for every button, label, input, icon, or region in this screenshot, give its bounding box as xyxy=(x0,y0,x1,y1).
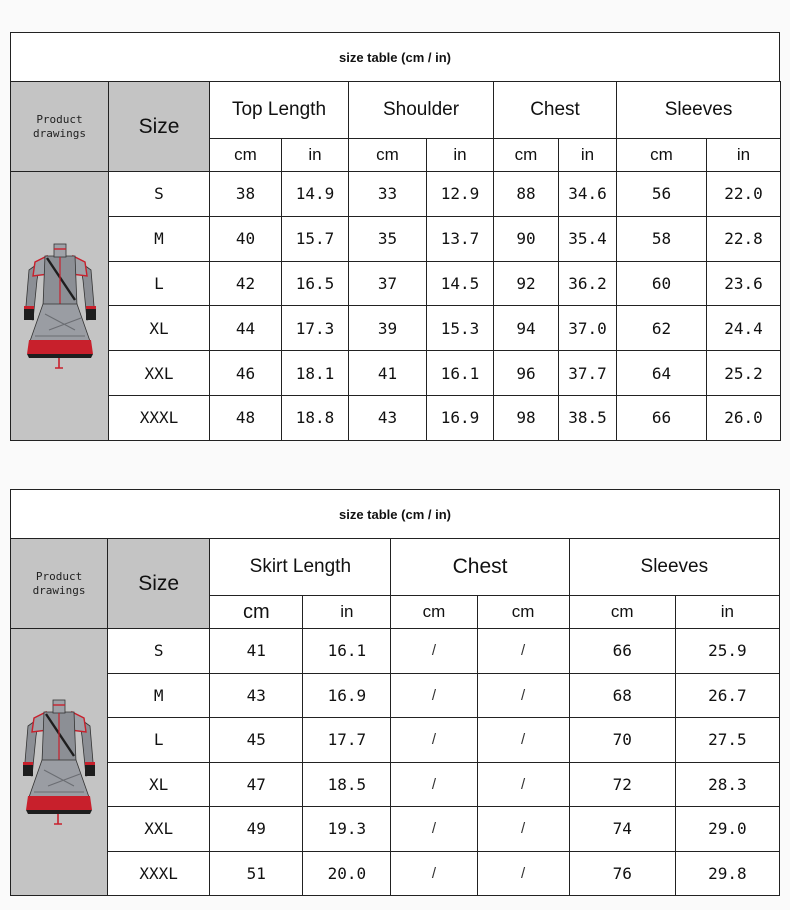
table-body xyxy=(11,629,780,896)
value-cell: / xyxy=(391,807,477,852)
size-cell: XXL xyxy=(109,351,210,396)
table-row xyxy=(11,172,781,217)
value-cell: / xyxy=(391,629,477,674)
size-table-1 xyxy=(10,32,780,440)
size-cell: S xyxy=(108,629,210,674)
table-row xyxy=(11,851,780,896)
table-row xyxy=(11,216,781,261)
table-row xyxy=(11,762,780,807)
table-row xyxy=(11,395,781,440)
value-cell: 29.0 xyxy=(675,807,779,852)
size-cell: L xyxy=(108,718,210,763)
value-cell: 26.7 xyxy=(675,673,779,718)
value-cell: / xyxy=(477,807,569,852)
size-header: Size xyxy=(108,539,210,629)
unit-header: cm xyxy=(494,139,559,172)
size-grid xyxy=(10,81,781,441)
value-cell: 45 xyxy=(210,718,303,763)
value-cell: 22.0 xyxy=(707,172,781,217)
table-row xyxy=(11,351,781,396)
value-cell: 18.1 xyxy=(282,351,349,396)
value-cell: / xyxy=(391,851,477,896)
value-cell: 66 xyxy=(617,395,707,440)
unit-header: cm xyxy=(210,139,282,172)
size-cell: XXXL xyxy=(109,395,210,440)
value-cell: 17.3 xyxy=(282,306,349,351)
unit-header: in xyxy=(707,139,781,172)
size-cell: M xyxy=(108,673,210,718)
unit-header: cm xyxy=(617,139,707,172)
size-cell: L xyxy=(109,261,210,306)
unit-header: cm xyxy=(477,596,569,629)
value-cell: 49 xyxy=(210,807,303,852)
unit-header: cm xyxy=(210,596,303,629)
value-cell: / xyxy=(391,762,477,807)
value-cell: 39 xyxy=(349,306,427,351)
unit-header: cm xyxy=(569,596,675,629)
value-cell: / xyxy=(477,673,569,718)
size-cell: S xyxy=(109,172,210,217)
value-cell: 92 xyxy=(494,261,559,306)
value-cell: 35.4 xyxy=(559,216,617,261)
value-cell: / xyxy=(391,673,477,718)
value-cell: 40 xyxy=(210,216,282,261)
value-cell: 37.0 xyxy=(559,306,617,351)
value-cell: 60 xyxy=(617,261,707,306)
value-cell: 98 xyxy=(494,395,559,440)
value-cell: 62 xyxy=(617,306,707,351)
value-cell: 29.8 xyxy=(675,851,779,896)
measure-header: Top Length xyxy=(210,82,349,139)
table-title: size table (cm / in) xyxy=(10,489,780,539)
value-cell: 14.5 xyxy=(427,261,494,306)
value-cell: / xyxy=(477,629,569,674)
value-cell: 14.9 xyxy=(282,172,349,217)
value-cell: 74 xyxy=(569,807,675,852)
table-row xyxy=(11,306,781,351)
value-cell: 72 xyxy=(569,762,675,807)
table-body xyxy=(11,172,781,441)
size-grid xyxy=(10,538,780,896)
value-cell: 68 xyxy=(569,673,675,718)
value-cell: 17.7 xyxy=(303,718,391,763)
size-cell: XXXL xyxy=(108,851,210,896)
value-cell: 16.9 xyxy=(427,395,494,440)
table-row xyxy=(11,718,780,763)
value-cell: 13.7 xyxy=(427,216,494,261)
unit-header: in xyxy=(427,139,494,172)
dress-drawing-icon xyxy=(21,240,99,372)
value-cell: 66 xyxy=(569,629,675,674)
product-drawing xyxy=(11,629,108,896)
value-cell: 34.6 xyxy=(559,172,617,217)
value-cell: 43 xyxy=(210,673,303,718)
value-cell: 58 xyxy=(617,216,707,261)
measure-header: Chest xyxy=(391,539,569,596)
value-cell: 15.7 xyxy=(282,216,349,261)
size-table-2 xyxy=(10,489,780,895)
value-cell: 41 xyxy=(210,629,303,674)
value-cell: 12.9 xyxy=(427,172,494,217)
value-cell: 94 xyxy=(494,306,559,351)
measure-header: Sleeves xyxy=(569,539,779,596)
value-cell: 25.9 xyxy=(675,629,779,674)
value-cell: 41 xyxy=(349,351,427,396)
value-cell: 18.8 xyxy=(282,395,349,440)
value-cell: / xyxy=(477,762,569,807)
value-cell: / xyxy=(477,718,569,763)
value-cell: 37 xyxy=(349,261,427,306)
value-cell: 46 xyxy=(210,351,282,396)
unit-header: in xyxy=(282,139,349,172)
unit-header: cm xyxy=(349,139,427,172)
value-cell: 22.8 xyxy=(707,216,781,261)
product-drawings-label: Product drawings xyxy=(11,539,108,629)
value-cell: 96 xyxy=(494,351,559,396)
table-row xyxy=(11,673,780,718)
size-cell: XL xyxy=(108,762,210,807)
value-cell: 37.7 xyxy=(559,351,617,396)
value-cell: 20.0 xyxy=(303,851,391,896)
value-cell: 38.5 xyxy=(559,395,617,440)
measure-header: Sleeves xyxy=(617,82,781,139)
value-cell: 38 xyxy=(210,172,282,217)
value-cell: / xyxy=(391,718,477,763)
unit-header: in xyxy=(303,596,391,629)
value-cell: 88 xyxy=(494,172,559,217)
value-cell: 16.5 xyxy=(282,261,349,306)
unit-header: cm xyxy=(391,596,477,629)
value-cell: 33 xyxy=(349,172,427,217)
value-cell: 76 xyxy=(569,851,675,896)
dress-drawing-icon xyxy=(20,696,98,828)
value-cell: 44 xyxy=(210,306,282,351)
table-row xyxy=(11,807,780,852)
value-cell: 28.3 xyxy=(675,762,779,807)
unit-header: in xyxy=(559,139,617,172)
value-cell: 18.5 xyxy=(303,762,391,807)
product-drawings-label: Product drawings xyxy=(11,82,109,172)
unit-header: in xyxy=(675,596,779,629)
value-cell: 48 xyxy=(210,395,282,440)
value-cell: 42 xyxy=(210,261,282,306)
value-cell: 70 xyxy=(569,718,675,763)
value-cell: / xyxy=(477,851,569,896)
value-cell: 51 xyxy=(210,851,303,896)
value-cell: 15.3 xyxy=(427,306,494,351)
measure-header: Skirt Length xyxy=(210,539,391,596)
value-cell: 23.6 xyxy=(707,261,781,306)
value-cell: 19.3 xyxy=(303,807,391,852)
size-header: Size xyxy=(109,82,210,172)
value-cell: 56 xyxy=(617,172,707,217)
value-cell: 16.1 xyxy=(303,629,391,674)
value-cell: 47 xyxy=(210,762,303,807)
value-cell: 43 xyxy=(349,395,427,440)
value-cell: 24.4 xyxy=(707,306,781,351)
size-cell: XXL xyxy=(108,807,210,852)
value-cell: 90 xyxy=(494,216,559,261)
table-row xyxy=(11,629,780,674)
value-cell: 27.5 xyxy=(675,718,779,763)
value-cell: 16.1 xyxy=(427,351,494,396)
value-cell: 64 xyxy=(617,351,707,396)
value-cell: 26.0 xyxy=(707,395,781,440)
value-cell: 35 xyxy=(349,216,427,261)
measure-header: Shoulder xyxy=(349,82,494,139)
table-title: size table (cm / in) xyxy=(10,32,780,82)
size-cell: XL xyxy=(109,306,210,351)
size-cell: M xyxy=(109,216,210,261)
product-drawing xyxy=(11,172,109,441)
measure-header: Chest xyxy=(494,82,617,139)
value-cell: 25.2 xyxy=(707,351,781,396)
value-cell: 16.9 xyxy=(303,673,391,718)
value-cell: 36.2 xyxy=(559,261,617,306)
table-row xyxy=(11,261,781,306)
